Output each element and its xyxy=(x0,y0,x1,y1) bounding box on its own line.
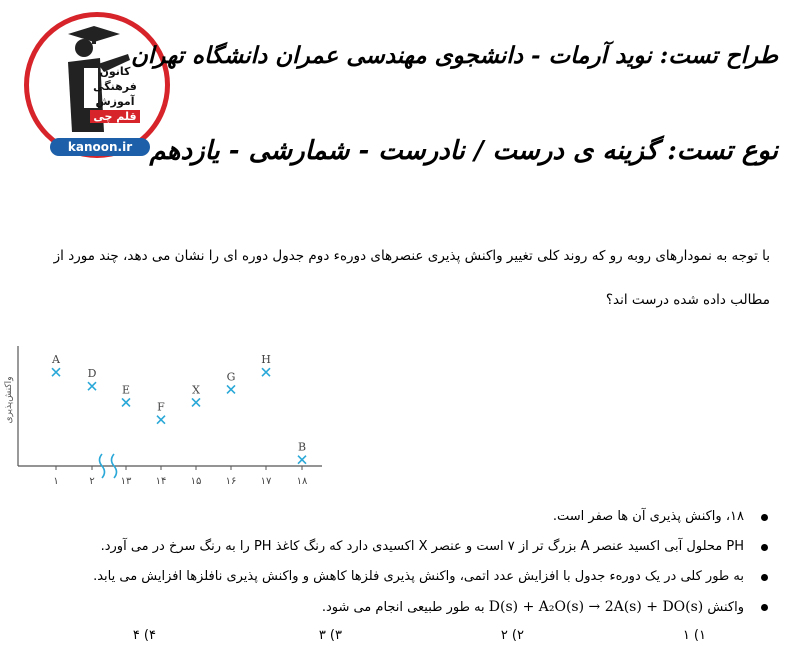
statement-1 xyxy=(0,506,770,536)
reactivity-chart xyxy=(0,338,345,498)
point-label: A xyxy=(52,353,60,367)
point-F xyxy=(157,416,165,424)
test-type-title: نوع تست: گزینه ی درست / نادرست - شمارشی - یازدهم xyxy=(149,136,778,166)
point-D xyxy=(88,382,96,390)
bullet-dot xyxy=(761,514,768,521)
y-axis-label: واکنش‌پذیری xyxy=(4,376,14,424)
point-label: H xyxy=(261,353,271,367)
point-label: E xyxy=(121,383,131,397)
statement-text: ۱۸، واکنش پذیری آن ها صفر است. xyxy=(552,509,744,524)
logo-text xyxy=(90,64,140,124)
statement-text: PH محلول آبی اکسید عنصر A بزرگ تر از ۷ است و عنصر X اکسیدی دارد که رنگ کاغذ PH را به رنگ سرخ در می آورد. xyxy=(100,539,744,554)
question-line-1: با توجه به نمودارهای روبه رو که روند کلی تغییر واکنش پذیری عنصرهای دوره‌ء دوم جدول دوره ای را نشان می دهد، چند مورد از xyxy=(53,248,770,264)
x-tick-label: ۲ xyxy=(89,476,95,487)
reaction-equation: D(s) + A₂O(s) → 2A(s) + DO(s) xyxy=(488,599,704,615)
x-tick-label: ۱۸ xyxy=(296,476,308,487)
point-H xyxy=(262,368,270,376)
logo-line: آموزش xyxy=(95,95,135,108)
option-3[interactable]: ۳) ۳ xyxy=(318,628,342,643)
point-label: B xyxy=(297,440,307,454)
statement-2 xyxy=(0,536,770,566)
logo-line: قلم چی xyxy=(90,110,139,123)
point-X xyxy=(192,398,200,406)
designer-title: طراح تست: نوید آرمات - دانشجوی مهندسی عمران دانشگاه تهران xyxy=(130,42,778,69)
point-B xyxy=(298,456,306,464)
statement-post: به طور طبیعی انجام می شود. xyxy=(321,600,489,615)
point-label: D xyxy=(87,367,97,381)
statements-list xyxy=(0,506,770,626)
logo-line: فرهنگی xyxy=(93,80,137,93)
point-G xyxy=(227,385,235,393)
statement-text: به طور کلی در یک دوره‌ء جدول با افزایش عدد اتمی، واکنش پذیری فلزها کاهش و واکنش پذیری نافلزها افزایش می یابد. xyxy=(93,569,744,584)
point-label: F xyxy=(157,400,165,414)
statement-pre: واکنش xyxy=(703,600,744,615)
x-tick-label: ۱۵ xyxy=(190,476,202,487)
x-tick-label: ۱۷ xyxy=(260,476,272,487)
x-tick-label: ۱۶ xyxy=(225,476,237,487)
x-tick-label: ۱ xyxy=(53,476,59,487)
statement-4 xyxy=(0,596,770,626)
option-2[interactable]: ۲) ۲ xyxy=(500,628,524,643)
logo-line: کانون xyxy=(99,65,131,78)
option-1[interactable]: ۱) ۱ xyxy=(682,628,706,643)
option-4[interactable]: ۴) ۴ xyxy=(132,628,156,643)
logo-site: kanoon.ir xyxy=(50,138,150,156)
question-line-2: مطالب داده شده درست اند؟ xyxy=(605,292,770,308)
statement-3 xyxy=(0,566,770,596)
point-label: X xyxy=(192,383,200,397)
bullet-dot xyxy=(761,544,768,551)
point-E xyxy=(122,398,130,406)
bullet-dot xyxy=(761,604,768,611)
x-tick-label: ۱۴ xyxy=(155,476,167,487)
bullet-dot xyxy=(761,574,768,581)
point-label: G xyxy=(226,370,236,384)
x-tick-label: ۱۳ xyxy=(120,476,132,487)
point-A xyxy=(52,368,60,376)
